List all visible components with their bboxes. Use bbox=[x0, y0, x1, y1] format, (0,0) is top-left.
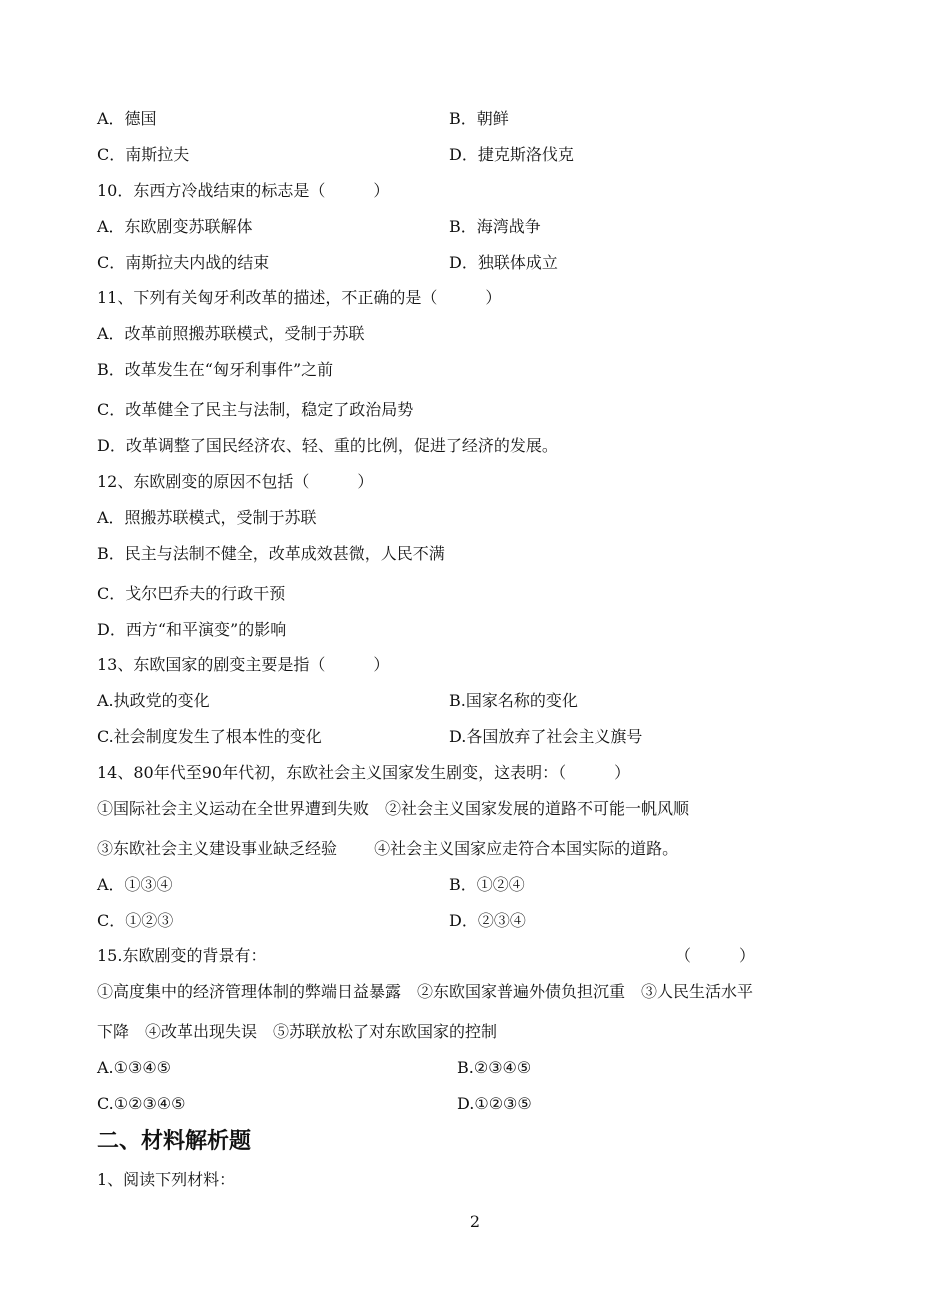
text-line: A.执政党的变化 bbox=[97, 691, 210, 710]
text-line: A．德国 bbox=[97, 109, 157, 128]
text-line: 11、下列有关匈牙利改革的描述，不正确的是（ ） bbox=[97, 288, 502, 307]
text-line: C．①②③ bbox=[97, 911, 174, 930]
text-line: A．改革前照搬苏联模式，受制于苏联 bbox=[97, 324, 365, 343]
text-line: C．南斯拉夫 bbox=[97, 145, 190, 164]
text-line: A．东欧剧变苏联解体 bbox=[97, 217, 253, 236]
text-line: B.②③④⑤ bbox=[457, 1058, 532, 1077]
text-line: 10．东西方冷战结束的标志是（ ） bbox=[97, 181, 390, 200]
text-line: 15.东欧剧变的背景有： bbox=[97, 946, 267, 965]
text-line: 13、东欧国家的剧变主要是指（ ） bbox=[97, 655, 390, 674]
text-line: B．海湾战争 bbox=[449, 217, 541, 236]
text-line: C.社会制度发生了根本性的变化 bbox=[97, 727, 322, 746]
text-line: B．民主与法制不健全，改革成效甚微，人民不满 bbox=[97, 544, 445, 563]
text-line: C．南斯拉夫内战的结束 bbox=[97, 253, 270, 272]
text-line: D．独联体成立 bbox=[449, 253, 558, 272]
text-line: D．改革调整了国民经济农、轻、重的比例，促进了经济的发展。 bbox=[97, 436, 558, 455]
text-line: 12、东欧剧变的原因不包括（ ） bbox=[97, 472, 374, 491]
text-line: ①高度集中的经济管理体制的弊端日益暴露 ②东欧国家普遍外债负担沉重 ③人民生活水平 bbox=[97, 982, 754, 1001]
text-line: A．①③④ bbox=[97, 875, 173, 894]
text-line: C.①②③④⑤ bbox=[97, 1094, 186, 1113]
text-line: D.各国放弃了社会主义旗号 bbox=[449, 727, 643, 746]
text-line: 14、80年代至90年代初，东欧社会主义国家发生剧变，这表明：（ ） bbox=[97, 763, 631, 782]
text-line: B.国家名称的变化 bbox=[449, 691, 578, 710]
text-line: ③东欧社会主义建设事业缺乏经验 ④社会主义国家应走符合本国实际的道路。 bbox=[97, 839, 679, 858]
text-line: A．照搬苏联模式，受制于苏联 bbox=[97, 508, 317, 527]
text-line: B．改革发生在“匈牙利事件”之前 bbox=[97, 360, 334, 379]
section-heading: 二、材料解析题 bbox=[97, 1128, 252, 1154]
text-line: C．戈尔巴乔夫的行政干预 bbox=[97, 584, 286, 603]
text-line: B．朝鲜 bbox=[449, 109, 509, 128]
text-line: C．改革健全了民主与法制，稳定了政治局势 bbox=[97, 400, 414, 419]
q15-answer-bracket: （ ） bbox=[675, 946, 756, 965]
text-line: 1、阅读下列材料： bbox=[97, 1170, 236, 1189]
text-line: D．西方“和平演变”的影响 bbox=[97, 620, 287, 639]
text-line: D．②③④ bbox=[449, 911, 526, 930]
text-line: D.①②③⑤ bbox=[457, 1094, 532, 1113]
text-line: B．①②④ bbox=[449, 875, 525, 894]
text-line: ①国际社会主义运动在全世界遭到失败 ②社会主义国家发展的道路不可能一帆风顺 bbox=[97, 799, 690, 818]
page-number: 2 bbox=[469, 1212, 481, 1231]
text-line: 下降 ④改革出现失误 ⑤苏联放松了对东欧国家的控制 bbox=[97, 1022, 498, 1041]
text-line: D．捷克斯洛伐克 bbox=[449, 145, 574, 164]
text-line: A.①③④⑤ bbox=[97, 1058, 172, 1077]
